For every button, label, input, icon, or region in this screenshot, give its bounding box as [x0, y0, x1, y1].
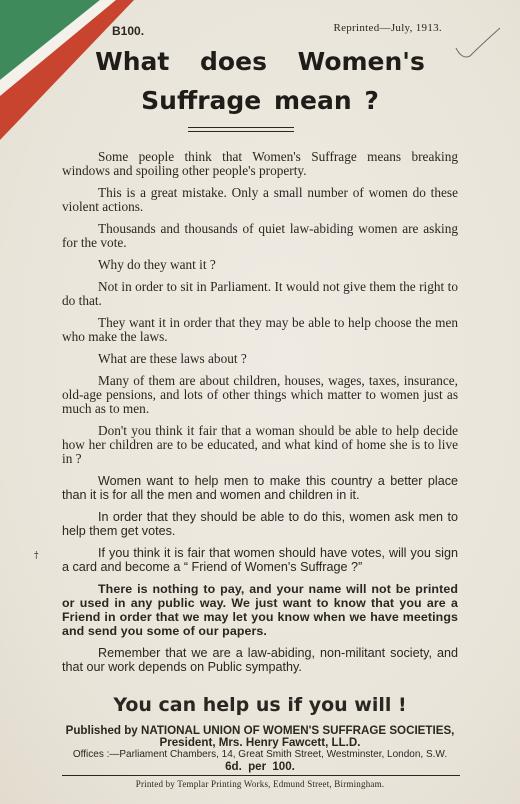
title-line-2: Suffrage mean ?	[141, 86, 379, 115]
body-text	[62, 150, 458, 682]
paragraph: Why do they want it ?	[98, 257, 216, 272]
ink-mark-icon: †	[34, 551, 39, 561]
paragraph: Thousands and thousands of quiet law-abiding women are asking for the vote.	[62, 221, 458, 250]
paragraph: Not in order to sit in Parliament. It would not give them the right to do that.	[62, 279, 458, 308]
paragraph: Some people think that Women's Suffrage means breaking windows and spoiling other people's property.	[62, 149, 458, 178]
title-rule-top	[188, 127, 294, 128]
paragraph: In order that they should be able to do this, women ask men to help them get votes.	[62, 510, 458, 538]
paragraph: Remember that we are a law-abiding, non-militant society, and that our work depends on Public sympathy.	[62, 646, 458, 674]
title-line-1: What does Women's	[95, 47, 425, 76]
publisher-line: Published by NATIONAL UNION OF WOMEN'S SUFFRAGE SOCIETIES,	[65, 724, 455, 737]
paragraph: If you think it is fair that women should have votes, will you sign a card and become a “ Friend of Women's Suffrage ?”	[62, 546, 458, 574]
paragraph: Many of them are about children, houses, wages, taxes, insurance, old-age pensions, and lots of other things which matter to women just as much as to men.	[62, 373, 458, 416]
paragraph: What are these laws about ?	[98, 351, 247, 366]
paragraph-bold: There is nothing to pay, and your name will not be printed or used in any public way. We just want to know that you are a Friend in order that we may let you know when we have meetings and send you some of our papers.	[62, 582, 458, 638]
reprint-date: Reprinted—July, 1913.	[333, 22, 442, 34]
footer-rule	[62, 775, 460, 776]
price-line: 6d. per 100.	[225, 760, 295, 773]
paragraph: Women want to help men to make this country a better place than it is for all the men and women and children in it.	[62, 474, 458, 502]
printer-credit: Printed by Templar Printing Works, Edmund Street, Birmingham.	[135, 779, 385, 789]
paragraph: This is a great mistake. Only a small number of women do these violent actions.	[62, 185, 458, 214]
offices-line: Offices :—Parliament Chambers, 14, Great Smith Street, Westminster, London, S.W.	[72, 749, 448, 760]
page-title	[60, 42, 460, 120]
title-rule-bottom	[188, 131, 294, 132]
paragraph: They want it in order that they may be able to help choose the men who make the laws.	[62, 315, 458, 344]
paragraph: Don't you think it fair that a woman should be able to help decide how her children are to be educated, and what kind of home she is to live in ?	[62, 423, 458, 466]
call-to-action: You can help us if you will !	[113, 694, 407, 716]
publisher-block	[40, 725, 480, 773]
president-line: President, Mrs. Henry Fawcett, LL.D.	[159, 736, 361, 749]
leaflet-code: B100.	[112, 24, 145, 38]
